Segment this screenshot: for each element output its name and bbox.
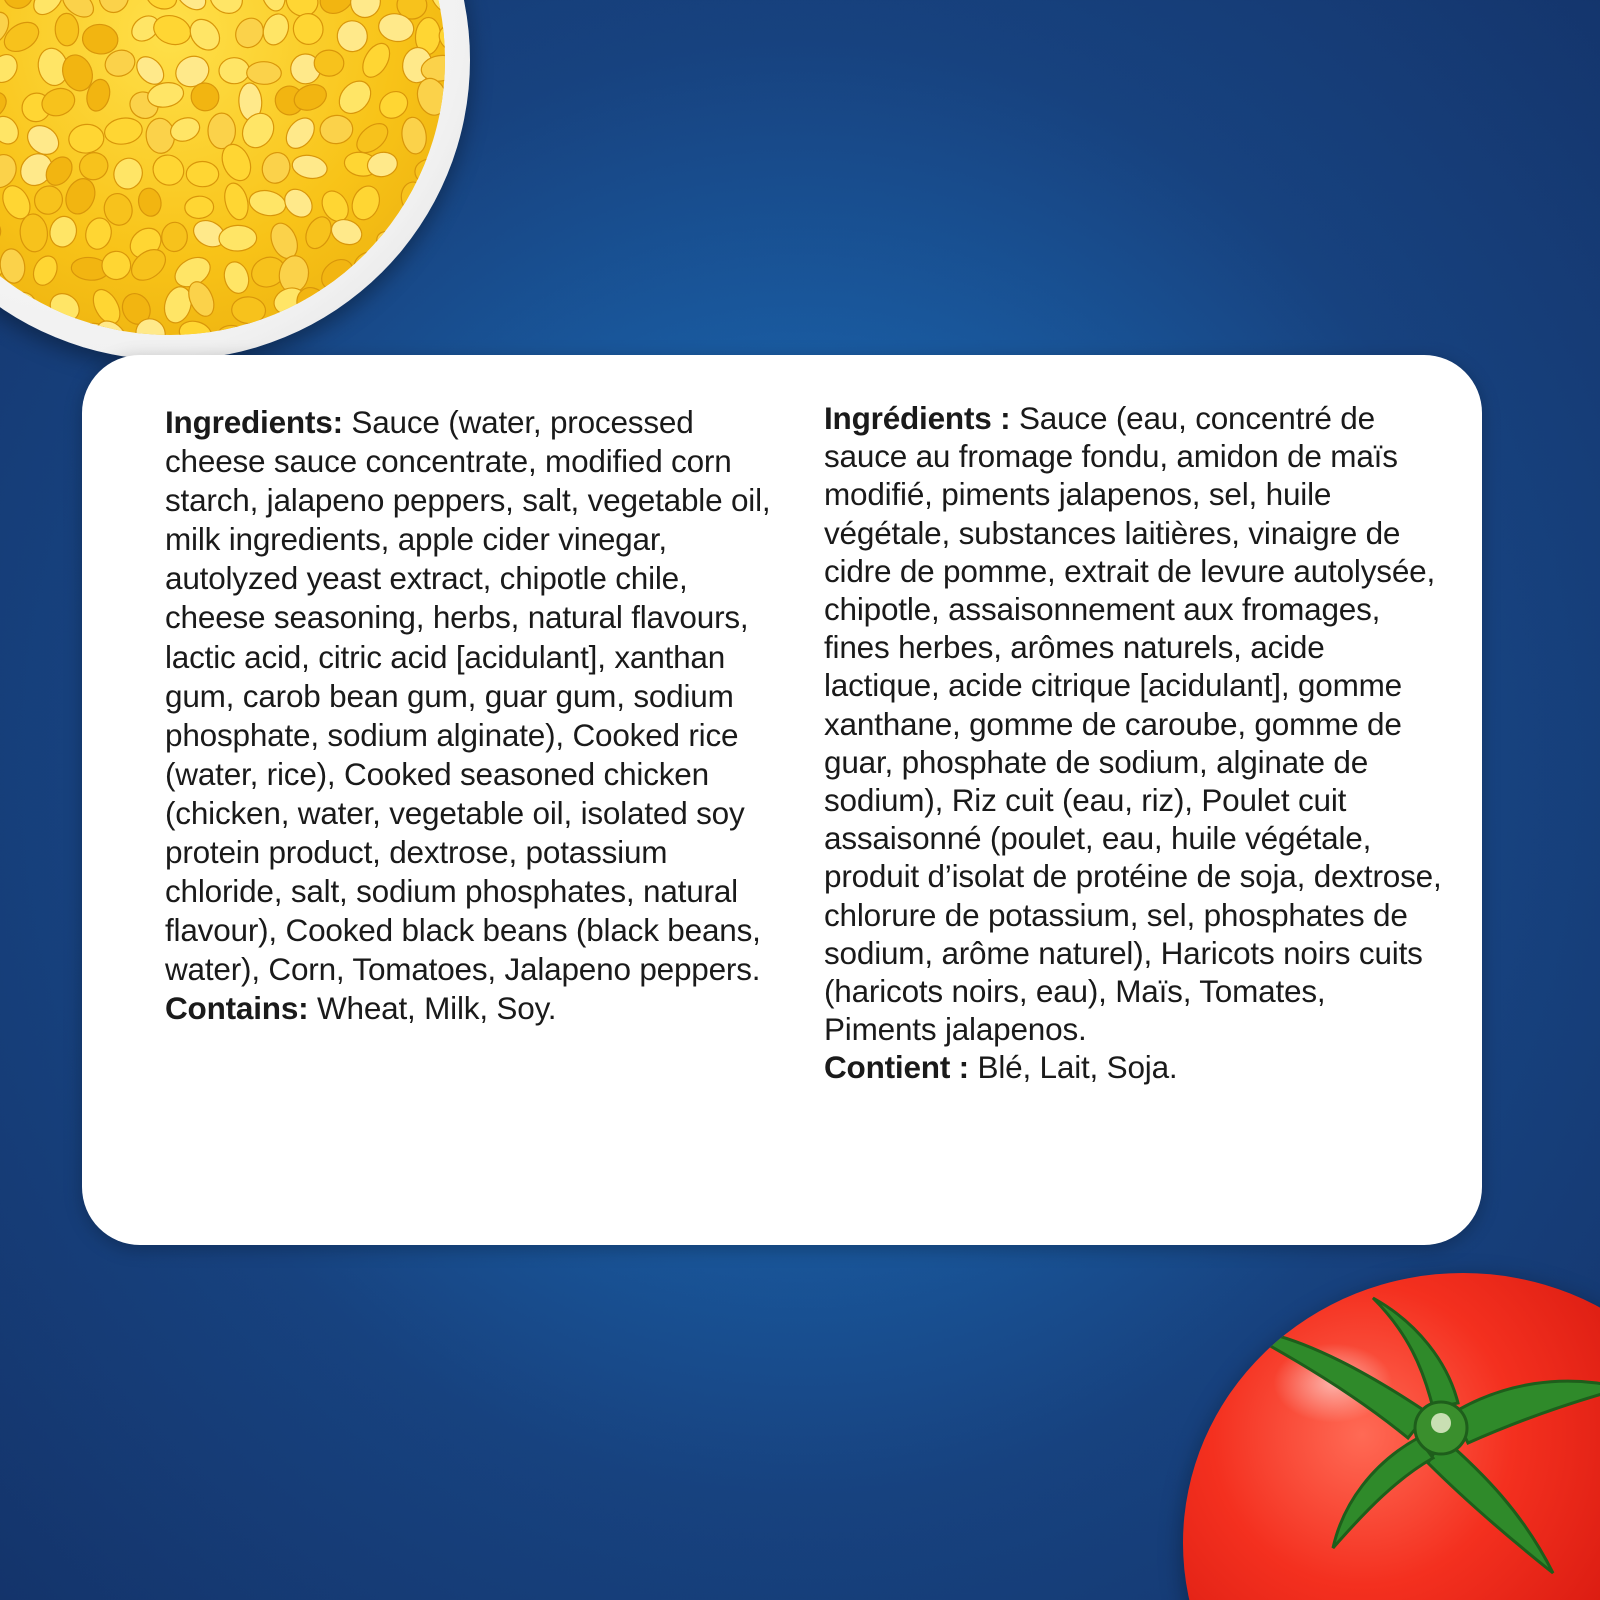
corn-kernel [347,182,384,224]
corn-kernel [346,0,386,22]
corn-kernel [161,221,189,252]
corn-kernel [47,214,80,250]
corn-kernel [0,50,22,88]
corn-kernel [61,174,100,218]
ingredients-card [82,355,1482,1245]
corn-kernels-drawing [0,0,445,335]
contains-en-text: Wheat, Milk, Soy. [308,990,557,1027]
corn-kernel [317,329,357,335]
contains-fr-label: Contient : [824,1049,969,1086]
corn-kernel [97,0,131,15]
corn-kernel [221,259,253,296]
corn-kernel [0,216,4,249]
contains-fr-paragraph [824,1048,1444,1086]
corn-kernel [247,187,288,219]
corn-kernel [81,23,119,56]
ingredients-english [165,403,775,1029]
corn-kernel [67,123,105,155]
corn-kernel [431,122,445,160]
corn-kernel [219,57,250,84]
corn-kernel [136,186,164,218]
corn-kernel [147,149,189,191]
corn-kernel [231,296,267,325]
corn-kernel [0,0,38,14]
corn-kernel [290,152,329,181]
ingredients-fr-text: Sauce (eau, concentré de sauce au fromage fondu, amidon de maïs modifié, piments jalapenos, sel, huile végétale, substances laitières, vinaigre de cidre de pomme, extrait de levure autolysée, chipotle, assaisonnement aux fromages, fines herbes, arômes naturels, acide lactique, acide citrique [acidulant], gomme xanthane, gomme de caroube, gomme de guar, phosphate de sodium, alginate de sodium), Riz cuit (eau, riz), Poulet cuit assaisonné (poulet, eau, huile végétale, produit d’isolat de protéine de soja, dextrose, chlorure de potassium, sel, phosphates de sodium, arôme naturel), Haricots noirs cuits (haricots noirs, eau), Maïs, Tomates, Piments jalapenos. [824,400,1442,1048]
corn-kernel [5,289,40,325]
corn-kernel [143,0,180,13]
corn-kernel [399,180,429,215]
corn-kernel [204,0,249,20]
corn-kernel [374,86,413,124]
corn-kernel [221,180,252,222]
corn-kernel [0,247,27,285]
corn-kernel [55,13,80,46]
corn-kernel [184,195,214,219]
corn-kernels [0,0,445,335]
corn-bowl-image [0,0,470,360]
ingredients-french [824,399,1444,1087]
corn-kernel [171,0,211,15]
corn-kernel [316,253,359,295]
ingredients-fr-label: Ingrédients : [824,400,1011,436]
corn-kernel [258,0,289,14]
tomato-stem-icon [1183,1273,1600,1600]
corn-kernel [281,113,320,154]
corn-kernel [103,115,144,146]
ingredients-fr-paragraph [824,399,1444,1048]
corn-kernel [29,252,61,289]
ingredients-en-text: Sauce (water, processed cheese sauce concentrate, modified corn starch, jalapeno peppers, salt, vegetable oil, milk ingredients, apple cider vinegar, autolyzed yeast extract, chipotle chile, cheese seasoning, herbs, natural flavours, lactic acid, citric acid [acidulant], xanthan gum, carob bean gum, guar gum, sodium phosphate, sodium alginate), Cooked rice (water, rice), Cooked seasoned chicken (chicken, water, vegetable oil, isolated soy protein product, dextrose, potassium chloride, salt, sodium phosphates, natural flavour), Cooked black beans (black beans, water), Corn, Tomatoes, Jalapeno peppers. [165,404,771,988]
corn-kernel [186,161,219,187]
corn-kernel [319,114,354,145]
corn-kernel [279,184,318,223]
corn-kernel [258,149,294,187]
corn-kernel [350,247,386,280]
corn-kernel [247,61,282,84]
corn-kernel [110,155,146,193]
contains-en-paragraph [165,989,775,1028]
ingredients-en-paragraph [165,403,775,989]
corn-kernel [0,111,24,148]
tomato-image [1183,1273,1600,1600]
corn-kernel [291,11,325,46]
corn-kernel [333,75,377,120]
contains-en-label: Contains: [165,990,309,1027]
corn-kernel [424,0,445,19]
corn-kernel [184,14,225,56]
corn-kernel [219,225,257,252]
corn-kernel [150,11,194,49]
corn-kernel [400,116,429,156]
contains-fr-text: Blé, Lait, Soja. [968,1049,1178,1086]
corn-kernel [0,323,27,335]
ingredients-en-label: Ingredients: [165,404,343,440]
tomato-stem-cut [1431,1413,1451,1433]
corn-kernel [208,113,235,149]
corn-kernel [259,10,293,48]
corn-kernel [336,20,368,53]
corn-kernel [314,50,344,77]
